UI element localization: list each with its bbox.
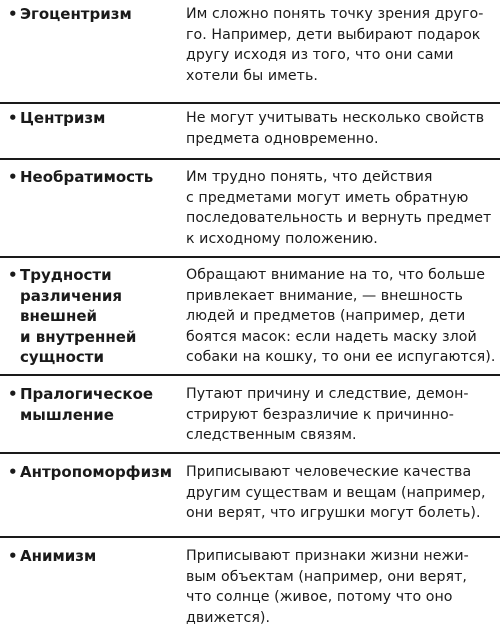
table-row-egocentrism bbox=[0, 0, 500, 104]
term-label: Необратимость bbox=[20, 168, 154, 186]
bullet-icon: • bbox=[8, 463, 18, 481]
description-line: привлекает внимание, — внешность bbox=[186, 287, 463, 304]
table-row-animism bbox=[0, 538, 500, 632]
description-line: Обращают внимание на то, что больше bbox=[186, 267, 485, 283]
description-line: го. Например, дети выбирают подарок bbox=[186, 26, 481, 43]
bullet-icon: • bbox=[8, 266, 18, 284]
description-line: другим существам и вещам (например, bbox=[186, 484, 486, 501]
term-label: Антропоморфизм bbox=[20, 463, 173, 481]
table-row-appearance-essence bbox=[0, 258, 500, 376]
description-line: с предметами могут иметь обратную bbox=[186, 189, 469, 206]
description-line: Не могут учитывать несколько свойств bbox=[186, 110, 485, 126]
description-cell bbox=[186, 384, 498, 446]
description-cell bbox=[186, 546, 498, 628]
table-row-irreversibility bbox=[0, 160, 500, 258]
description-line: людей и предметов (например, дети bbox=[186, 308, 466, 324]
description-line: стрируют безразличие к причинно- bbox=[186, 406, 454, 423]
description-line: Приписывают человеческие качества bbox=[186, 464, 472, 480]
term-label: различения bbox=[20, 286, 123, 305]
term-label: Эгоцентризм bbox=[20, 5, 132, 23]
description-line: Приписывают признаки жизни нежи- bbox=[186, 548, 469, 564]
bullet-icon: • bbox=[8, 547, 18, 565]
description-line: собаки на кошку, то они ее испугаются). bbox=[186, 349, 496, 365]
description-line: следственным связям. bbox=[186, 427, 357, 443]
table-row-anthropomorphism bbox=[0, 454, 500, 538]
description-line: Им трудно понять, что действия bbox=[186, 169, 433, 185]
term-label: и внутренней bbox=[20, 327, 137, 346]
term-label: Трудности bbox=[20, 266, 112, 284]
term-label: Анимизм bbox=[20, 547, 97, 565]
description-line: другу исходя из того, что они сами bbox=[186, 47, 454, 63]
bullet-icon: • bbox=[8, 385, 18, 403]
description-line: к исходному положению. bbox=[186, 230, 378, 247]
term-cell bbox=[8, 546, 178, 567]
term-label: Пралогическое bbox=[20, 385, 154, 403]
bullet-icon: • bbox=[8, 168, 18, 186]
bullet-icon: • bbox=[8, 109, 18, 127]
description-cell bbox=[186, 108, 498, 149]
bullet-icon: • bbox=[8, 5, 18, 23]
term-label: сущности bbox=[20, 348, 105, 366]
term-cell bbox=[8, 4, 178, 25]
term-cell bbox=[8, 167, 178, 188]
description-line: вым объектам (например, они верят, bbox=[186, 568, 467, 585]
description-cell bbox=[186, 4, 498, 86]
table-row-prelogical-thinking bbox=[0, 376, 500, 454]
term-cell bbox=[8, 384, 178, 425]
term-label: мышление bbox=[20, 405, 114, 424]
description-line: они верят, что игрушки могут болеть). bbox=[186, 505, 481, 521]
description-cell bbox=[186, 265, 498, 368]
description-line: боятся масок: если надеть маску злой bbox=[186, 328, 477, 345]
description-line: что солнце (живое, потому что оно bbox=[186, 589, 453, 605]
table-row-centrism bbox=[0, 104, 500, 160]
description-line: предмета одновременно. bbox=[186, 130, 379, 147]
description-line: последовательность и вернуть предмет bbox=[186, 210, 492, 226]
term-label: Центризм bbox=[20, 109, 106, 127]
term-cell bbox=[8, 108, 178, 129]
description-line: Путают причину и следствие, демон- bbox=[186, 386, 469, 402]
term-cell bbox=[8, 462, 178, 483]
description-line: Им сложно понять точку зрения друго- bbox=[186, 6, 484, 22]
term-label: внешней bbox=[20, 307, 98, 325]
description-line: хотели бы иметь. bbox=[186, 67, 318, 84]
description-cell bbox=[186, 462, 498, 524]
term-cell bbox=[8, 265, 178, 368]
description-cell bbox=[186, 167, 498, 249]
description-line: движется). bbox=[186, 609, 271, 626]
